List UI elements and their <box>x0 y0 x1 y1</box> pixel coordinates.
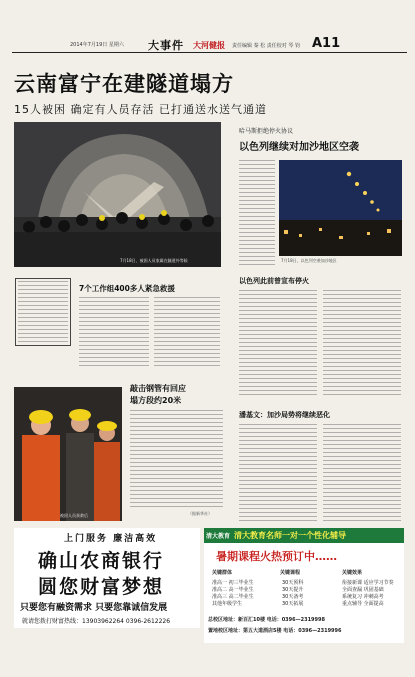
edu-ad-brand: 清大教育 <box>206 533 231 540</box>
tunnel-byline: （据新华社） <box>188 511 212 516</box>
edu-col1-row4: 其他年级学生 <box>212 601 243 607</box>
gaza-section2-text-left <box>239 424 317 522</box>
edu-contact-1: 总校区地址：新百汇10楼 电话：0396—2319998 <box>208 617 325 623</box>
edu-col1-row1: 准高一 初三毕业生 <box>212 580 254 586</box>
edu-col3-row1: 衔接新课 适应学习节奏 <box>342 580 394 586</box>
gaza-kicker: 哈马斯拒绝停火协议 <box>239 128 294 135</box>
tunnel-intro-box <box>15 278 71 346</box>
edu-col-header-1: 关键群体 <box>212 570 233 576</box>
gaza-photo-image <box>279 160 402 256</box>
edu-col2-row3: 30天备考 <box>282 594 304 600</box>
tunnel-section1-text-left <box>79 297 149 367</box>
edu-col2-row2: 30天提升 <box>282 587 304 593</box>
tunnel-section2-title-2: 塌方段约20米 <box>130 396 182 405</box>
rescue-photo <box>14 387 122 521</box>
bank-ad <box>14 528 200 628</box>
tunnel-photo-caption: 7月18日，被困人员家属在隧道外等候 <box>120 258 188 263</box>
edu-col2-row1: 30天预科 <box>282 580 304 586</box>
bank-ad-tagline: 只要您有融资需求 只要您靠诚信发展 <box>20 603 168 613</box>
gaza-photo <box>279 160 402 256</box>
bank-ad-footer: 就请您拨打财富热线：13903962264 0396-2612226 <box>22 618 171 625</box>
gaza-section2-text-right <box>323 424 401 522</box>
bank-ad-motto: 圆您财富梦想 <box>38 576 165 598</box>
tunnel-intro-text <box>0 0 1 1</box>
edu-col2-row4: 30天拓展 <box>282 601 304 607</box>
gaza-section1-text-right <box>323 290 401 396</box>
edu-col-header-3: 关键效果 <box>342 570 363 576</box>
tunnel-photo <box>14 122 221 267</box>
edu-contact-2: 置地校区地址：第五大道酒店5楼 电话：0396—2319996 <box>208 628 342 634</box>
tunnel-photo-image <box>14 122 221 267</box>
edu-col3-row3: 系统复习 冲刺高考 <box>342 594 384 600</box>
edu-col1-row3: 准高三 高二毕业生 <box>212 594 254 600</box>
edu-col3-row4: 重点辅导 全面提高 <box>342 601 384 607</box>
tunnel-section1-text-right <box>154 297 220 367</box>
tunnel-section2-title: 敲击钢管有回应 <box>130 384 186 393</box>
edu-ad-slogan: 清大教育名师一对一个性化辅导 <box>234 531 346 540</box>
rescue-photo-caption: 被困人员获救后 <box>60 513 88 518</box>
newspaper-logo: 大河健报 <box>193 41 225 50</box>
gaza-section2-title: 潘基文：加沙局势将继续恶化 <box>239 411 330 419</box>
page-number: A11 <box>312 36 341 51</box>
edu-col-header-2: 关键课程 <box>280 570 301 576</box>
main-subheadline: 15人被困 确定有人员存活 已打通送水送气通道 <box>14 103 267 116</box>
header-editor: 责任编辑 秦 松 责任校对 琴 钧 <box>232 43 300 49</box>
gaza-section1-title: 以色列此前曾宣布停火 <box>239 277 309 285</box>
gaza-section1-text-left <box>239 290 317 396</box>
header-section: 大事件 <box>148 39 184 52</box>
tunnel-section1-title: 7个工作组400多人紧急救援 <box>79 284 175 293</box>
main-headline: 云南富宁在建隧道塌方 <box>14 72 234 96</box>
tunnel-intro-lines <box>18 281 68 343</box>
gaza-headline: 以色列继续对加沙地区空袭 <box>239 142 359 153</box>
edu-ad <box>204 528 404 643</box>
rescue-photo-image <box>14 387 122 521</box>
header-date: 2014年7月19日 星期六 <box>70 42 124 48</box>
gaza-photo-caption: 7月18日，以色列空袭加沙地区 <box>281 258 337 263</box>
header-divider <box>12 52 407 53</box>
gaza-intro-text <box>239 160 275 265</box>
edu-ad-title: 暑期课程火热预订中…… <box>216 550 337 563</box>
bank-ad-name: 确山农商银行 <box>38 550 165 572</box>
edu-col1-row2: 准高二 高一毕业生 <box>212 587 254 593</box>
edu-col3-row2: 全面查漏 巩固基础 <box>342 587 384 593</box>
bank-ad-slogan: 上门服务 廉洁高效 <box>64 534 158 544</box>
tunnel-section2-text <box>130 410 223 508</box>
